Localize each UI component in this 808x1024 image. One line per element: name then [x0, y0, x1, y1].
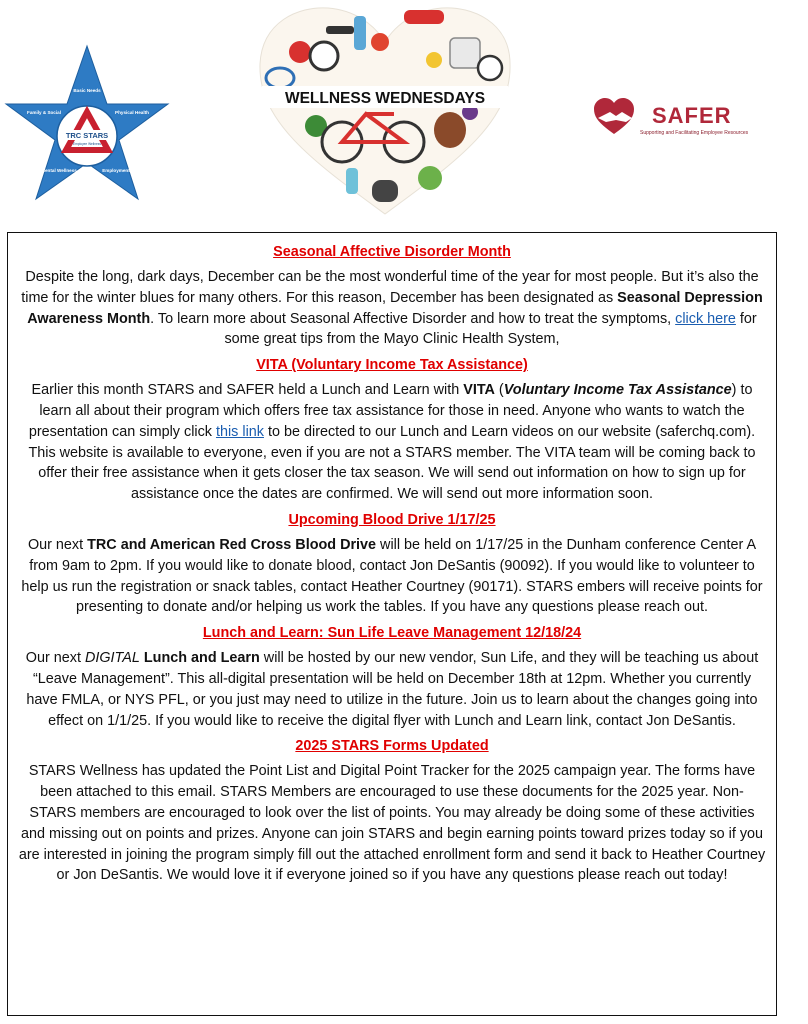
- section-body: [18, 267, 766, 350]
- cabbage-icon: [418, 166, 442, 190]
- bold-run: Seasonal Depression Awareness Month: [27, 289, 763, 327]
- newsletter-content: [7, 232, 777, 1016]
- section-title: Seasonal Affective Disorder Month: [273, 244, 511, 260]
- newsletter-header: [0, 0, 808, 224]
- text-run: for some great tips from the Mayo Clinic Health System,: [224, 310, 757, 348]
- star-point-label: Physical Health: [115, 110, 149, 115]
- bold-italic-run: Voluntary Income Tax Assistance: [503, 382, 732, 399]
- bold-run: TRC and American Red Cross Blood Drive: [87, 536, 377, 553]
- star-point-label: Employment: [102, 168, 130, 173]
- italic-run: DIGITAL: [84, 650, 140, 667]
- star-point-label: Mental Wellness: [41, 168, 77, 173]
- text-run: Earlier this month STARS and SAFER held a Lunch and Learn with: [31, 382, 464, 399]
- star-point-label: Basic Needs: [73, 88, 101, 93]
- bold-run: VITA: [463, 382, 495, 399]
- section-title: 2025 STARS Forms Updated: [295, 738, 489, 755]
- section-body: [18, 648, 766, 731]
- banner-title: WELLNESS WEDNESDAYS: [284, 90, 486, 107]
- text-run: Our next: [27, 536, 88, 553]
- text-run: . To learn more about Seasonal Affective Disorder and how to treat the symptoms,: [150, 310, 676, 327]
- section-body: [18, 380, 766, 505]
- dumbbell-icon: [326, 26, 354, 34]
- kettlebell-icon: [372, 180, 398, 202]
- text-run: (: [494, 382, 504, 399]
- section-title: VITA (Voluntary Income Tax Assistance): [256, 357, 528, 374]
- star-point-label: Family & Social: [27, 110, 61, 115]
- star-center-sub: Employee Wellness: [73, 142, 101, 146]
- tomato-icon: [371, 33, 389, 51]
- text-run: Our next: [25, 650, 85, 667]
- apple-icon: [289, 41, 311, 63]
- stopwatch-icon: [310, 42, 338, 70]
- sneaker-icon: [404, 10, 444, 24]
- safer-logo: [592, 96, 770, 140]
- click-here-link[interactable]: click here: [675, 310, 736, 327]
- glove-icon: [434, 112, 466, 148]
- bold-run: Lunch and Learn: [143, 650, 260, 667]
- trc-stars-logo: [4, 44, 170, 202]
- bottle-icon: [346, 168, 358, 194]
- text-run: will be held on 1/17/25 in the Dunham conference Center A from 9am to 2pm. If you would like to donate blood, contact Jon DeSantis (90092). If you would like to volunteer to help us run the registration or snack tables, contact Heather Courtney (90171). STARS embers will receive points for presenting to donate and/or helping us work the tables. If you have any questions please reach out.: [21, 536, 763, 616]
- safer-tagline: Supporting and Facilitating Employee Resources: [640, 130, 749, 136]
- alarm-clock-icon: [478, 56, 502, 80]
- text-run: to be directed to our Lunch and Learn videos on our website (saferchq.com). This website is available to everyone, even if you are not a STARS member. The VITA team will be coming back to offer their free assistance when it gets closer the tax season. We will send out information on how to sign up for assistance once the dates are confirmed. We will send out more information soon.: [28, 423, 756, 503]
- scale-icon: [450, 38, 480, 68]
- section-title: Upcoming Blood Drive 1/17/25: [288, 511, 496, 528]
- text-run: will be hosted by our new vendor, Sun Life, and they will be teaching us about “Leave Management”. This all-digital presentation will be held on December 18th at 12pm. Whether you currently have FMLA, or NYS PFL, or you just may need to utilize in the future. Join us to learn about the changes going into effect on 1/1/25. If you would like to receive the digital flyer with Lunch and Learn link, contact Jon DeSantis.: [26, 650, 759, 729]
- text-run: Despite the long, dark days, December can be the most wonderful time of the year for most people. But it’s also the time for the winter blues for many others. For this reason, December has been designated as: [21, 269, 759, 306]
- section-body: STARS Wellness has updated the Point List and Digital Point Tracker for the 2025 campaign year. The forms have been attached to this email. STARS Members are encouraged to use these documents for the 2025 year. Non-STARS members are encouraged to look over the list of points. You may already be doing some of these activities and missing out on points and prizes. Anyone can join STARS and begin earning points toward prizes today so if you are interested in joining the program simply fill out the attached enrollment form and send it back to Heather Courtney or Jon DeSantis. We would love it if everyone joined so if you have any questions please reach out today!: [18, 763, 766, 884]
- lemon-icon: [426, 52, 442, 68]
- text-run: ) to learn all about their program which offers free tax assistance for those in need. Anyone who wants to watch the presentation can simply click: [28, 382, 753, 440]
- this-link-link[interactable]: this link: [215, 423, 264, 440]
- section-body: [18, 535, 766, 618]
- water-bottle-icon: [354, 16, 366, 50]
- section-title: Lunch and Learn: Sun Life Leave Management 12/18/24: [202, 625, 582, 642]
- wellness-heart-collage: [254, 2, 516, 218]
- safer-wordmark: SAFER: [652, 103, 732, 128]
- star-center-name: TRC STARS: [65, 131, 109, 140]
